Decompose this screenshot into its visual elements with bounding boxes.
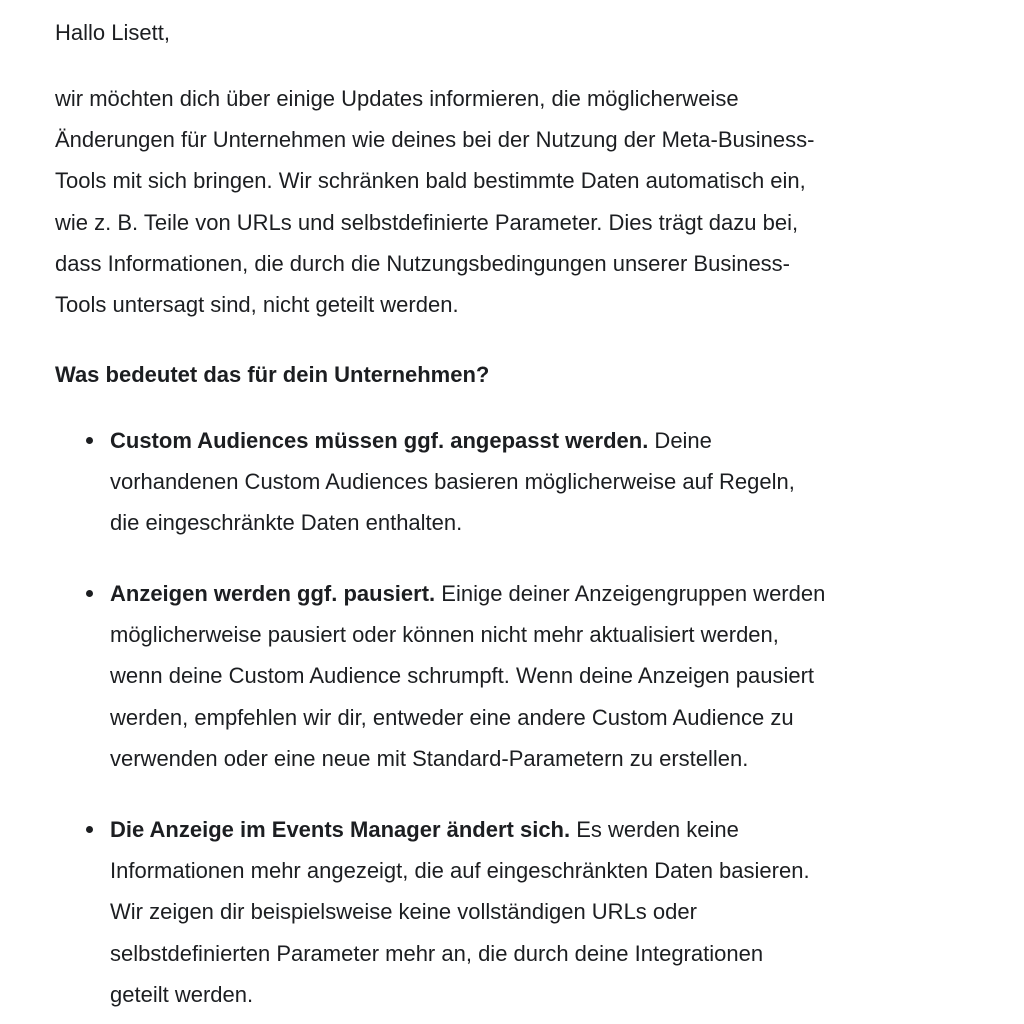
- bullet-text: Wir zeigen dir beispielsweise keine vollständigen URLs oder: [110, 899, 697, 925]
- bullet-icon: [86, 826, 93, 833]
- bullet-text: Deine: [648, 428, 712, 453]
- intro-line: dass Informationen, die durch die Nutzungsbedingungen unserer Business-: [55, 250, 791, 276]
- bullet-item-ads-paused: [55, 573, 985, 779]
- bullet-item-custom-audiences: [55, 420, 985, 544]
- bullet-text: die eingeschränkte Daten enthalten.: [110, 510, 463, 536]
- bullet-text: möglicherweise pausiert oder können nicht mehr aktualisiert werden,: [110, 622, 779, 648]
- intro-line: wie z. B. Teile von URLs und selbstdefinierte Parameter. Dies trägt dazu bei,: [55, 209, 799, 235]
- bullet-icon: [86, 590, 93, 597]
- greeting: Hallo Lisett,: [55, 20, 170, 45]
- bullet-text: werden, empfehlen wir dir, entweder eine andere Custom Audience zu: [110, 704, 794, 730]
- bullet-title: Die Anzeige im Events Manager ändert sich.: [110, 817, 571, 842]
- intro-line: Tools mit sich bringen. Wir schränken bald bestimmte Daten automatisch ein,: [55, 168, 806, 194]
- bullet-text: Einige deiner Anzeigengruppen werden: [435, 581, 826, 606]
- bullet-item-events-manager: [55, 809, 985, 1015]
- bullet-text: geteilt werden.: [110, 981, 254, 1007]
- intro-line: wir möchten dich über einige Updates informieren, die möglicherweise: [55, 86, 739, 111]
- bullet-icon: [86, 437, 93, 444]
- bullet-text: verwenden oder eine neue mit Standard-Parametern zu erstellen.: [110, 745, 749, 771]
- bullet-text: selbstdefinierten Parameter mehr an, die durch deine Integrationen: [110, 940, 764, 966]
- section-heading: Was bedeutet das für dein Unternehmen?: [55, 362, 490, 387]
- bullet-text: vorhandenen Custom Audiences basieren möglicherweise auf Regeln,: [110, 469, 795, 495]
- intro-paragraph: [55, 78, 985, 325]
- bullet-text: Informationen mehr angezeigt, die auf eingeschränkten Daten basieren.: [110, 858, 810, 884]
- intro-line: Tools untersagt sind, nicht geteilt werden.: [55, 292, 459, 318]
- bullet-text: wenn deine Custom Audience schrumpft. Wenn deine Anzeigen pausiert: [110, 663, 815, 689]
- bullet-title: Custom Audiences müssen ggf. angepasst werden.: [110, 428, 649, 453]
- bullet-text: Es werden keine: [570, 817, 739, 842]
- intro-line: Änderungen für Unternehmen wie deines bei der Nutzung der Meta-Business-: [55, 127, 815, 153]
- bullet-title: Anzeigen werden ggf. pausiert.: [110, 581, 436, 606]
